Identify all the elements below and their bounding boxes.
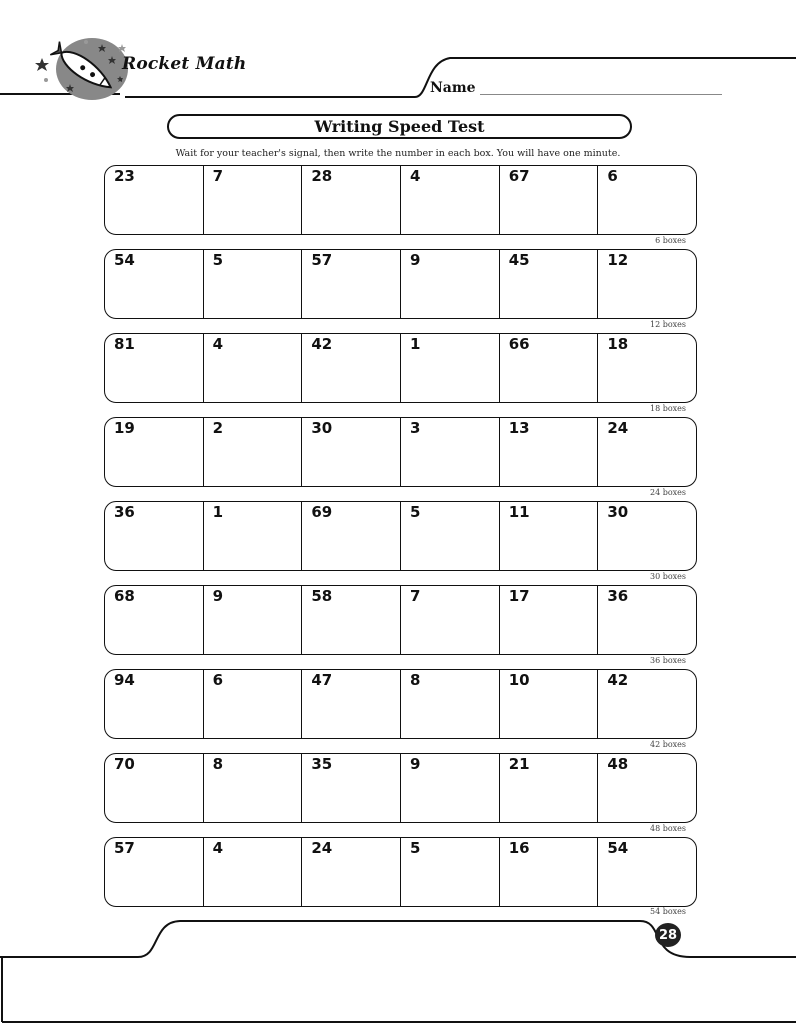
number-box[interactable]: 35 <box>301 754 400 822</box>
number-box[interactable]: 69 <box>301 502 400 570</box>
number-box[interactable]: 16 <box>499 838 598 906</box>
number-row <box>104 837 697 907</box>
rocket-logo-icon <box>34 36 130 104</box>
instructions: Wait for your teacher's signal, then write the number in each box. You will have one minute. <box>175 148 621 159</box>
number-box[interactable]: 5 <box>400 502 499 570</box>
number-box[interactable]: 30 <box>597 502 696 570</box>
number-box[interactable]: 47 <box>301 670 400 738</box>
number-box[interactable]: 5 <box>203 250 302 318</box>
number-box[interactable]: 57 <box>114 839 135 857</box>
box-count: 54 boxes <box>649 907 686 916</box>
number-box[interactable]: 12 <box>597 250 696 318</box>
page-number: 28 <box>655 923 681 947</box>
number-row <box>104 333 697 403</box>
number-box[interactable]: 2 <box>203 418 302 486</box>
number-box[interactable]: 11 <box>499 502 598 570</box>
number-box[interactable]: 1 <box>400 334 499 402</box>
box-count: 18 boxes <box>649 404 686 413</box>
number-box[interactable]: 6 <box>597 166 696 234</box>
box-count: 12 boxes <box>649 320 686 329</box>
number-box[interactable]: 23 <box>114 167 135 185</box>
number-box[interactable]: 6 <box>203 670 302 738</box>
number-box[interactable]: 17 <box>499 586 598 654</box>
box-count: 24 boxes <box>649 488 686 497</box>
number-box[interactable]: 57 <box>301 250 400 318</box>
number-box[interactable]: 10 <box>499 670 598 738</box>
number-row <box>104 249 697 319</box>
number-row <box>104 165 697 235</box>
number-box[interactable]: 36 <box>114 503 135 521</box>
box-count: 30 boxes <box>649 572 686 581</box>
number-box[interactable]: 3 <box>400 418 499 486</box>
number-box[interactable]: 4 <box>203 334 302 402</box>
number-box[interactable]: 30 <box>301 418 400 486</box>
number-row <box>104 669 697 739</box>
number-box[interactable]: 28 <box>301 166 400 234</box>
page-title-text: Writing Speed Test <box>314 117 485 136</box>
number-box[interactable]: 24 <box>597 418 696 486</box>
number-box[interactable]: 1 <box>203 502 302 570</box>
number-box[interactable]: 9 <box>400 754 499 822</box>
number-box[interactable]: 21 <box>499 754 598 822</box>
number-box[interactable]: 68 <box>114 587 135 605</box>
number-box[interactable]: 54 <box>114 251 135 269</box>
number-box[interactable]: 45 <box>499 250 598 318</box>
number-row <box>104 753 697 823</box>
box-count: 48 boxes <box>649 824 686 833</box>
box-count: 6 boxes <box>655 236 686 245</box>
number-box[interactable]: 42 <box>301 334 400 402</box>
number-box[interactable]: 54 <box>597 838 696 906</box>
number-box[interactable]: 13 <box>499 418 598 486</box>
number-box[interactable]: 70 <box>114 755 135 773</box>
number-box[interactable]: 81 <box>114 335 135 353</box>
number-box[interactable]: 24 <box>301 838 400 906</box>
box-count: 42 boxes <box>649 740 686 749</box>
number-box[interactable]: 48 <box>597 754 696 822</box>
box-count: 36 boxes <box>649 656 686 665</box>
number-box[interactable]: 67 <box>499 166 598 234</box>
number-box[interactable]: 19 <box>114 419 135 437</box>
number-box[interactable]: 8 <box>400 670 499 738</box>
page-title <box>167 114 632 139</box>
number-row <box>104 501 697 571</box>
number-box[interactable]: 58 <box>301 586 400 654</box>
number-row <box>104 585 697 655</box>
number-box[interactable]: 94 <box>114 671 135 689</box>
number-box[interactable]: 36 <box>597 586 696 654</box>
number-box[interactable]: 66 <box>499 334 598 402</box>
number-box[interactable]: 9 <box>400 250 499 318</box>
number-row <box>104 417 697 487</box>
number-box[interactable]: 4 <box>203 838 302 906</box>
number-box[interactable]: 7 <box>203 166 302 234</box>
number-box[interactable]: 42 <box>597 670 696 738</box>
number-box[interactable]: 18 <box>597 334 696 402</box>
number-box[interactable]: 4 <box>400 166 499 234</box>
name-field[interactable] <box>480 94 722 95</box>
number-box[interactable]: 7 <box>400 586 499 654</box>
number-box[interactable]: 8 <box>203 754 302 822</box>
logo-text: Rocket Math <box>122 54 247 74</box>
number-box[interactable]: 5 <box>400 838 499 906</box>
number-box[interactable]: 9 <box>203 586 302 654</box>
name-label: Name <box>430 80 476 96</box>
